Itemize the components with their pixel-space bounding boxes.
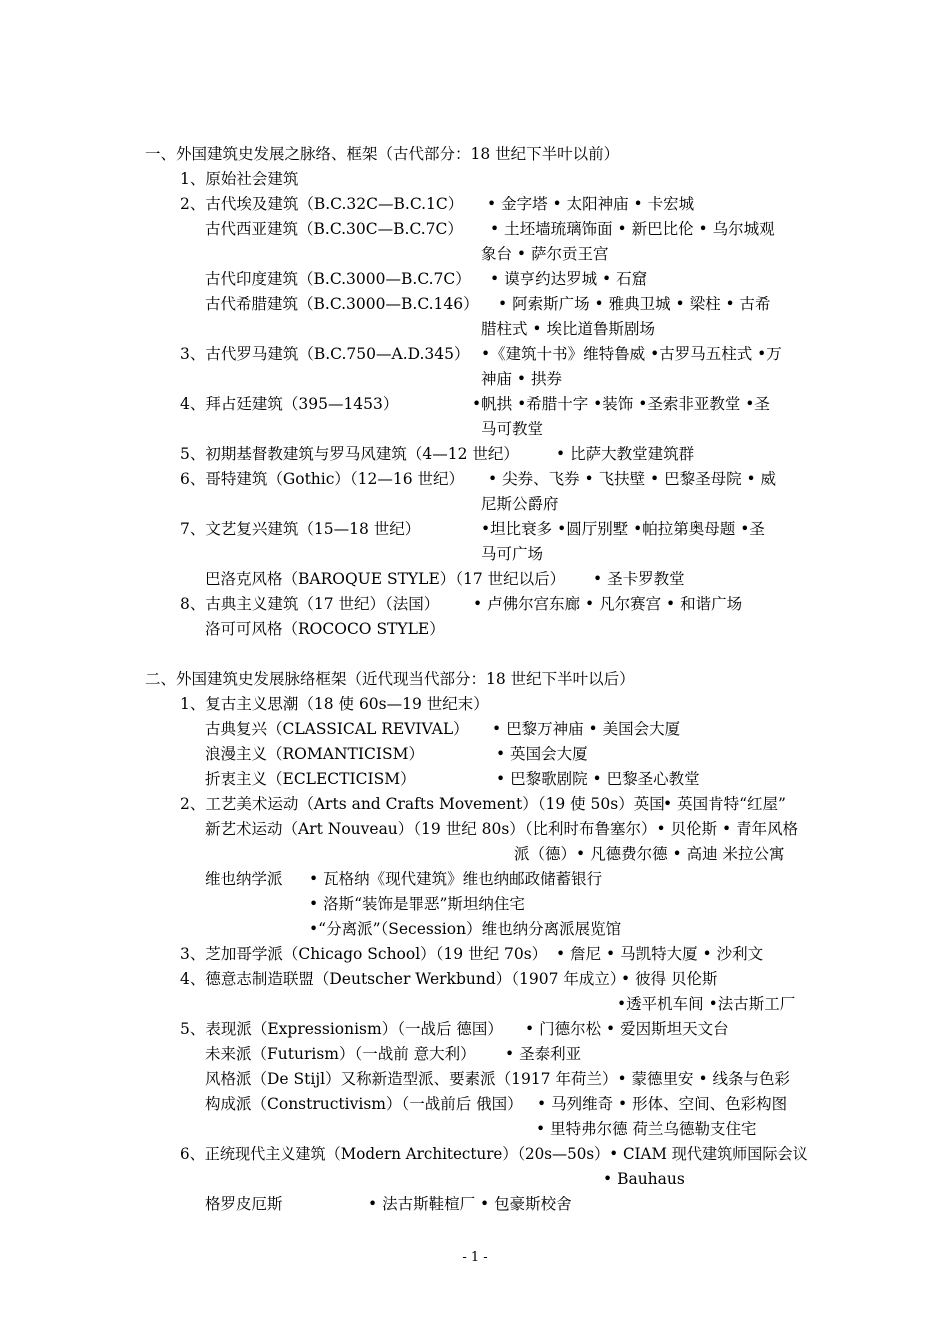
s1-line-15-title: 7、文艺复兴建筑（15—18 世纪） bbox=[180, 520, 421, 538]
s2-line-14-items: • 门德尔松 • 爱因斯坦天文台 bbox=[525, 1020, 729, 1038]
s1-line-3-items: • 土坯墙琉璃饰面 • 新巴比伦 • 乌尔城观 bbox=[490, 220, 775, 238]
s2-line-3-title: 浪漫主义（ROMANTICISM） bbox=[205, 745, 424, 763]
s1-line-7-items: 腊柱式 • 埃比道鲁斯剧场 bbox=[481, 320, 655, 338]
s2-line-18-items: • 里特弗尔德 荷兰乌德勒支住宅 bbox=[536, 1120, 757, 1138]
s1-line-3-title: 古代西亚建筑（B.C.30C—B.C.7C） bbox=[205, 220, 463, 238]
s1-line-8-title: 3、古代罗马建筑（B.C.750—A.D.345） bbox=[180, 345, 470, 363]
s1-line-6-items: • 阿索斯广场 • 雅典卫城 • 梁柱 • 古希 bbox=[498, 295, 771, 313]
s1-line-12-items: • 比萨大教堂建筑群 bbox=[556, 445, 695, 463]
s2-line-12-title: 4、德意志制造联盟（Deutscher Werkbund）（1907 年成立） bbox=[180, 970, 626, 988]
s1-line-11-items: 马可教堂 bbox=[481, 420, 544, 438]
s2-line-17-items: • 马列维奇 • 形体、空间、色彩构图 bbox=[537, 1095, 788, 1113]
page-number: - 1 - bbox=[462, 1250, 488, 1265]
s1-line-17-items: • 圣卡罗教堂 bbox=[593, 570, 685, 588]
s2-line-8-items: • 瓦格纳《现代建筑》维也纳邮政储蓄银行 bbox=[309, 870, 603, 888]
s2-line-1-title: 1、复古主义思潮（18 使 60s—19 世纪末） bbox=[180, 695, 489, 713]
s1-line-6-title: 古代希腊建筑（B.C.3000—B.C.146） bbox=[205, 295, 479, 313]
s1-line-16-items: 马可广场 bbox=[481, 545, 544, 563]
s2-line-17-title: 构成派（Constructivism）（一战前后 俄国） bbox=[205, 1095, 523, 1113]
s2-line-19-title: 6、正统现代主义建筑（Modern Architecture）（20s—50s）• CIAM 现代建筑师国际会议 bbox=[180, 1145, 808, 1163]
s1-line-13-items: • 尖券、飞券 • 飞扶壁 • 巴黎圣母院 • 威 bbox=[488, 470, 777, 488]
s2-line-10-items: •“分离派”（Secession）维也纳分离派展览馆 bbox=[309, 920, 622, 938]
s1-line-10-title: 4、拜占廷建筑（395—1453） bbox=[180, 395, 399, 413]
s2-line-2-items: • 巴黎万神庙 • 美国会大厦 bbox=[492, 720, 681, 738]
s2-line-7-items: 派（德）• 凡德费尔德 • 高迪 米拉公寓 bbox=[514, 845, 785, 863]
s2-line-2-title: 古典复兴（CLASSICAL REVIVAL） bbox=[205, 720, 469, 738]
s1-line-9-items: 神庙 • 拱券 bbox=[481, 370, 562, 388]
s1-line-14-items: 尼斯公爵府 bbox=[481, 495, 559, 513]
s1-line-4-items: 象台 • 萨尔贡王宫 bbox=[481, 245, 609, 263]
s1-line-5-items: • 谟亨约达罗城 • 石窟 bbox=[490, 270, 648, 288]
s1-line-19-title: 洛可可风格（ROCOCO STYLE） bbox=[205, 620, 445, 638]
s2-line-20-items: • Bauhaus bbox=[603, 1170, 685, 1188]
s2-line-14-title: 5、表现派（Expressionism）（一战后 德国） bbox=[180, 1020, 503, 1038]
s1-line-2-items: • 金字塔 • 太阳神庙 • 卡宏城 bbox=[487, 195, 695, 213]
s1-line-18-title: 8、古典主义建筑（17 世纪）（法国） bbox=[180, 595, 440, 613]
s2-line-15-title: 未来派（Futurism）（一战前 意大利） bbox=[205, 1045, 476, 1063]
s2-line-16-title: 风格派（De Stijl）又称新造型派、要素派（1917 年荷兰）• 蒙德里安 • 线条与色彩 bbox=[205, 1070, 791, 1088]
s2-line-13-items: •透平机车间 •法古斯工厂 bbox=[617, 995, 796, 1013]
s1-line-1-title: 1、原始社会建筑 bbox=[180, 170, 299, 188]
s2-line-15-items: • 圣泰利亚 bbox=[505, 1045, 582, 1063]
s2-line-21-title: 格罗皮厄斯 bbox=[205, 1195, 283, 1213]
s1-line-12-title: 5、初期基督教建筑与罗马风建筑（4—12 世纪） bbox=[180, 445, 519, 463]
s1-line-10-items: •帆拱 •希腊十字 •装饰 •圣索非亚教堂 •圣 bbox=[472, 395, 770, 413]
s1-line-15-items: •坦比衰多 •圆厅别墅 •帕拉第奥母题 •圣 bbox=[481, 520, 765, 538]
s1-line-18-items: • 卢佛尔宫东廊 • 凡尔赛宫 • 和谐广场 bbox=[473, 595, 743, 613]
s1-line-8-items: •《建筑十书》维特鲁威 •古罗马五柱式 •万 bbox=[481, 345, 782, 363]
s2-line-11-items: • 詹尼 • 马凯特大厦 • 沙利文 bbox=[556, 945, 764, 963]
s1-line-17-title: 巴洛克风格（BAROQUE STYLE）（17 世纪以后） bbox=[205, 570, 566, 588]
section-1-heading: 一、外国建筑史发展之脉络、框架（古代部分：18 世纪下半叶以前） bbox=[145, 145, 620, 163]
s2-line-11-title: 3、芝加哥学派（Chicago School）（19 世纪 70s） bbox=[180, 945, 548, 963]
section-2-heading: 二、外国建筑史发展脉络框架（近代现当代部分：18 世纪下半叶以后） bbox=[145, 670, 635, 688]
s2-line-21-items: • 法古斯鞋楦厂 • 包豪斯校舍 bbox=[368, 1195, 572, 1213]
s2-line-6-title: 新艺术运动（Art Nouveau）（19 世纪 80s）（比利时布鲁塞尔）• 贝伦斯 • 青年风格 bbox=[205, 820, 799, 838]
s2-line-4-items: • 巴黎歌剧院 • 巴黎圣心教堂 bbox=[496, 770, 700, 788]
s2-line-8-title: 维也纳学派 bbox=[205, 870, 283, 888]
s1-line-5-title: 古代印度建筑（B.C.3000—B.C.7C） bbox=[205, 270, 471, 288]
s2-line-5-title: 2、工艺美术运动（Arts and Crafts Movement）（19 使 50s）英国 bbox=[180, 795, 665, 813]
s1-line-13-title: 6、哥特建筑（Gothic）（12—16 世纪） bbox=[180, 470, 465, 488]
s2-line-12-items: • 彼得 贝伦斯 bbox=[621, 970, 718, 988]
s2-line-9-items: • 洛斯“装饰是罪恶”斯坦纳住宅 bbox=[309, 895, 525, 913]
s2-line-4-title: 折衷主义（ECLECTICISM） bbox=[205, 770, 416, 788]
s2-line-3-items: • 英国会大厦 bbox=[496, 745, 588, 763]
s2-line-5-items: • 英国肯特“红屋” bbox=[663, 795, 786, 813]
s1-line-2-title: 2、古代埃及建筑（B.C.32C—B.C.1C） bbox=[180, 195, 464, 213]
